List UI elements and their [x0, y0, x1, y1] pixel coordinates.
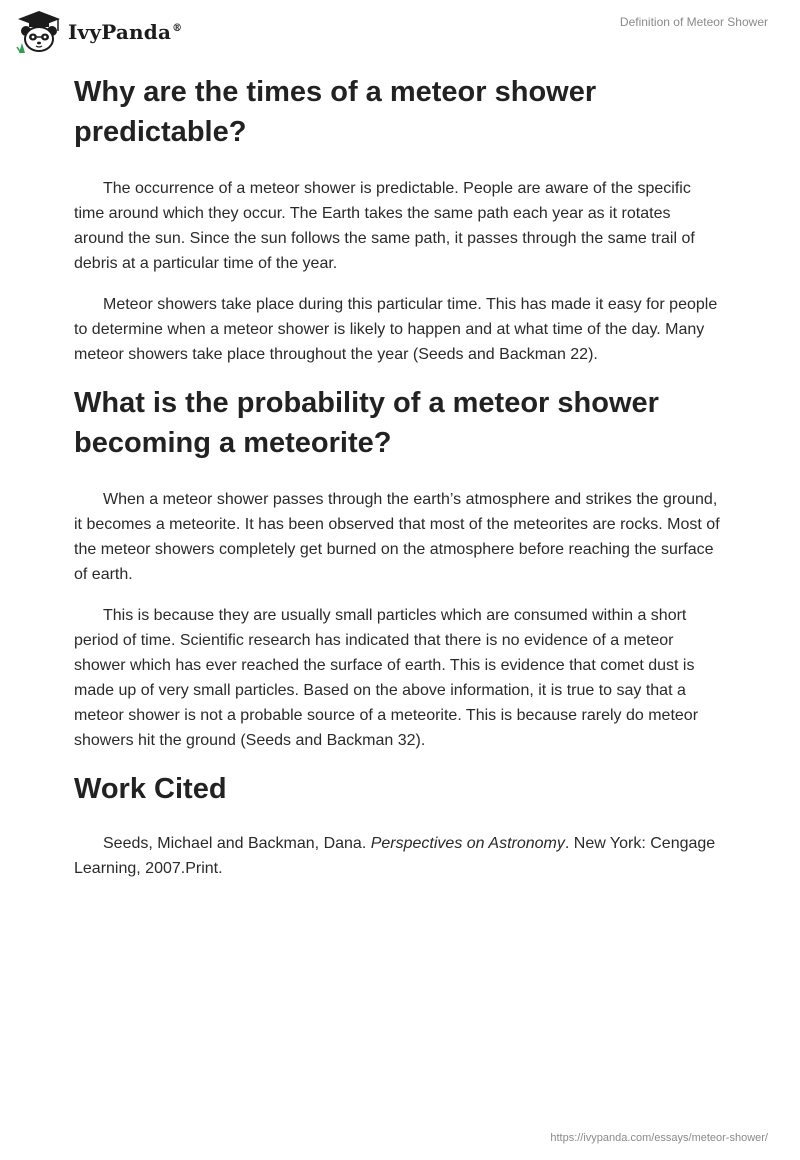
ivypanda-logo[interactable] — [16, 8, 182, 56]
paragraph: Meteor showers take place during this particular time. This has made it easy for people to determine when a meteor shower is likely to happen and at what time of the day. Many meteor showers take place throughout the year (Seeds and Backman 22). — [74, 296, 718, 363]
citation-entry — [74, 831, 724, 881]
section-heading: Why are the times of a meteor shower predictable? — [74, 76, 597, 148]
citation-title: Perspectives on Astronomy — [370, 835, 565, 852]
section-predictable — [74, 72, 724, 367]
registered-mark: ® — [172, 23, 183, 35]
page-header — [0, 0, 800, 60]
citation-authors: Seeds, Michael and Backman, Dana. — [103, 835, 367, 852]
section-heading: What is the probability of a meteor shower becoming a meteorite? — [74, 387, 659, 459]
section-works-cited — [74, 769, 724, 881]
document-title: Definition of Meteor Shower — [619, 15, 768, 29]
source-url[interactable]: https://ivypanda.com/essays/meteor-shower/ — [550, 1132, 768, 1144]
paragraph: When a meteor shower passes through the earth’s atmosphere and strikes the ground, it becomes a meteorite. It has been observed that most of the meteorites are rocks. Most of the meteor showers completely get burned on the atmosphere before reaching the surface of earth. — [74, 491, 720, 583]
works-cited-heading: Work Cited — [74, 773, 227, 805]
section-probability — [74, 383, 724, 753]
logo-text: IvyPanda — [68, 20, 172, 44]
logo-wordmark — [68, 20, 182, 44]
citation-publication: . New York: Cengage Learning, 2007.Print. — [74, 835, 716, 877]
paragraph: This is because they are usually small particles which are consumed within a short period of time. Scientific research has indicated that there is no evidence of a meteor shower which has ever reached the surface of earth. This is evidence that comet dust is made up of very small particles. Based on the above information, it is true to say that a meteor shower is not a probable source of a meteorite. This is because rarely do meteor showers hit the ground (Seeds and Backman 32). — [74, 607, 699, 749]
panda-graduate-icon — [16, 9, 62, 55]
paragraph: The occurrence of a meteor shower is predictable. People are aware of the specific time around which they occur. The Earth takes the same path each year as it rotates around the sun. Since the sun follows the same path, it passes through the same trail of debris at a particular time of the year. — [74, 180, 695, 272]
essay-content — [74, 72, 724, 897]
